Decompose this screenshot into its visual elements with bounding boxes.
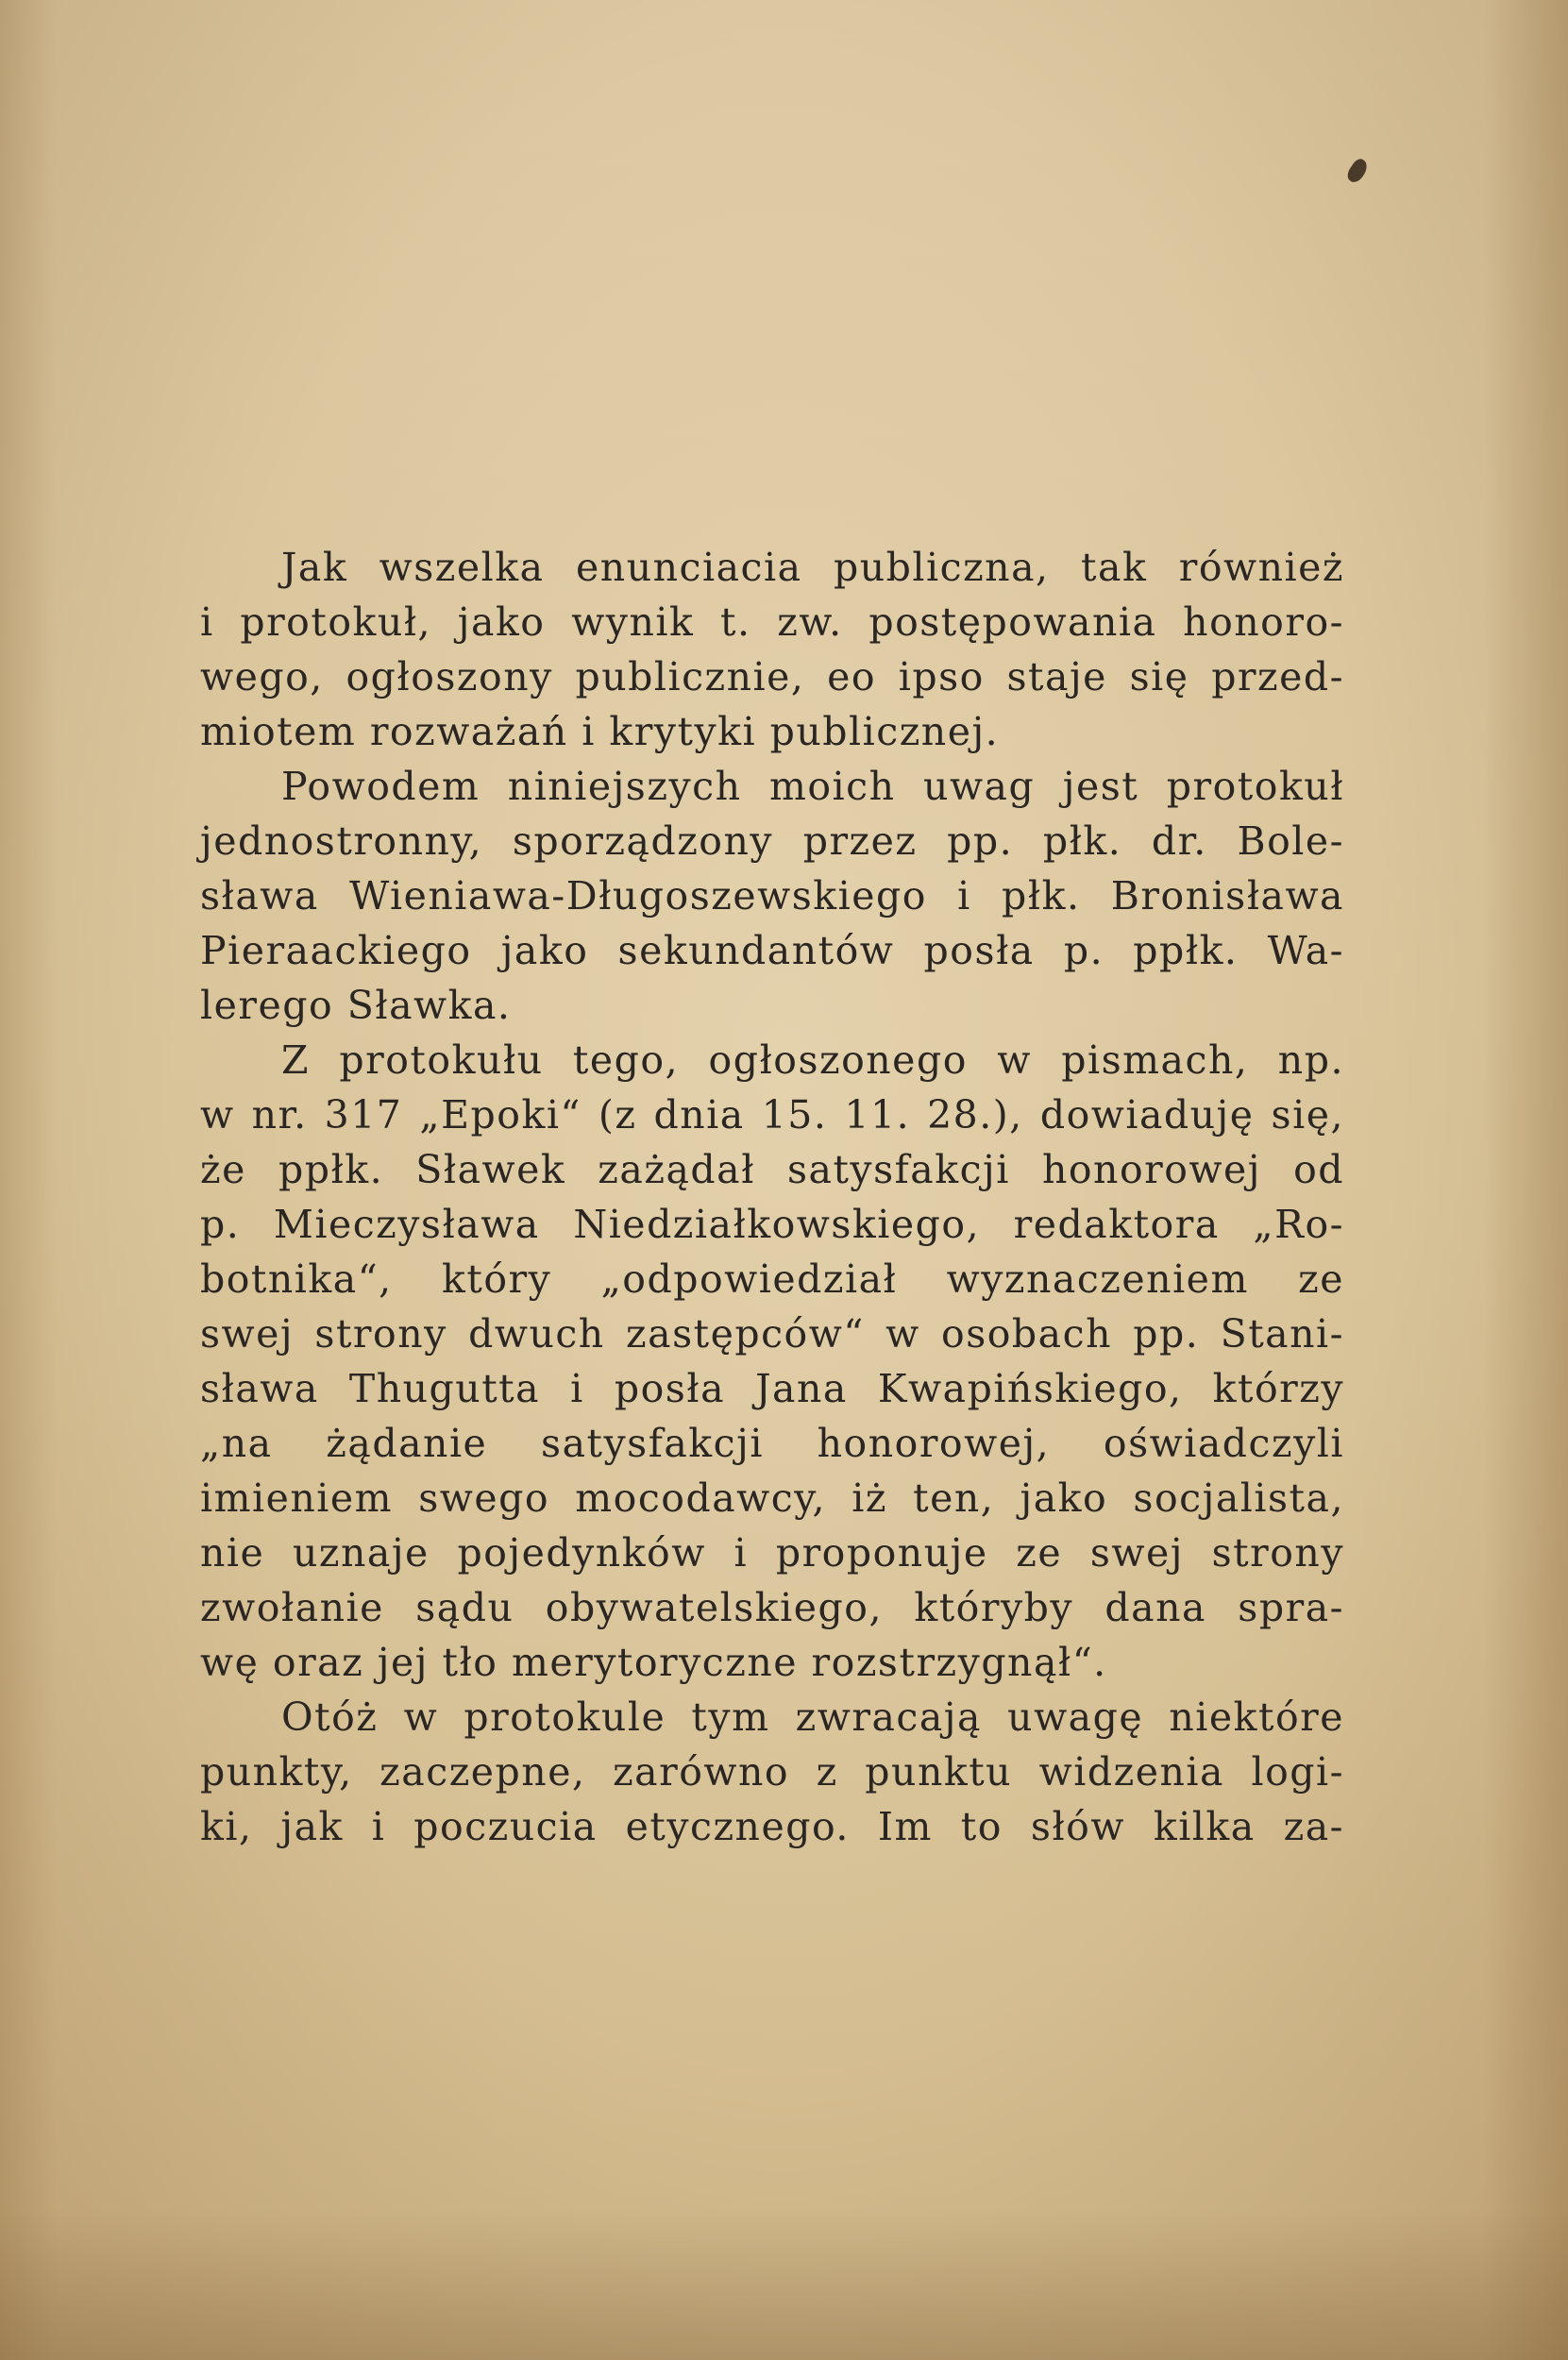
page-edge-shadow-right [1483, 0, 1568, 2360]
text-line: wę oraz jej tło merytoryczne rozstrzygnął“. [200, 1640, 1107, 1685]
ink-spot [1344, 157, 1371, 185]
text-line: lerego Sławka. [200, 983, 512, 1028]
text-line: p. Mieczysława Niedziałkowskiego, redaktora „Ro- [200, 1202, 1344, 1247]
text-line: w nr. 317 „Epoki“ (z dnia 15. 11. 28.), dowiaduję się, [200, 1092, 1344, 1138]
text-line: sława Wieniawa-Długoszewskiego i płk. Bronisława [200, 873, 1344, 919]
text-line: nie uznaje pojedynków i proponuje ze swej strony [200, 1530, 1344, 1576]
text-line: Otóż w protokule tym zwracają uwagę niektóre [281, 1694, 1344, 1740]
text-line: wego, ogłoszony publicznie, eo ipso staje się przed- [200, 654, 1344, 700]
text-line: botnika“, który „odpowiedział wyznaczeniem ze [200, 1256, 1344, 1302]
page-edge-shadow-bottom [0, 2209, 1568, 2360]
text-line: i protokuł, jako wynik t. zw. postępowania honoro- [200, 599, 1344, 645]
text-line: jednostronny, sporządzony przez pp. płk. dr. Bole- [200, 818, 1344, 864]
text-line: imieniem swego mocodawcy, iż ten, jako socjalista, [200, 1475, 1344, 1521]
text-line: ki, jak i poczucia etycznego. Im to słów kilka za- [200, 1804, 1344, 1849]
text-line: sława Thugutta i posła Jana Kwapińskiego, którzy [200, 1366, 1344, 1411]
text-line: Z protokułu tego, ogłoszonego w pismach, np. [281, 1037, 1344, 1083]
text-line: punkty, zaczepne, zarówno z punktu widzenia logi- [200, 1749, 1344, 1795]
page-edge-shadow-left [0, 0, 57, 2360]
text-line: Pieraackiego jako sekundantów posła p. ppłk. Wa- [200, 928, 1344, 973]
text-line: „na żądanie satysfakcji honorowej, oświadczyli [200, 1421, 1344, 1466]
text-line: Powodem niniejszych moich uwag jest protokuł [281, 764, 1344, 809]
text-line: swej strony dwuch zastępców“ w osobach pp. Stani- [200, 1311, 1344, 1357]
text-line: miotem rozważań i krytyki publicznej. [200, 709, 1000, 754]
text-line: zwołanie sądu obywatelskiego, któryby dana spra- [200, 1585, 1344, 1630]
text-line: że ppłk. Sławek zażądał satysfakcji honorowej od [200, 1147, 1344, 1192]
text-line: Jak wszelka enunciacia publiczna, tak również [281, 545, 1344, 590]
